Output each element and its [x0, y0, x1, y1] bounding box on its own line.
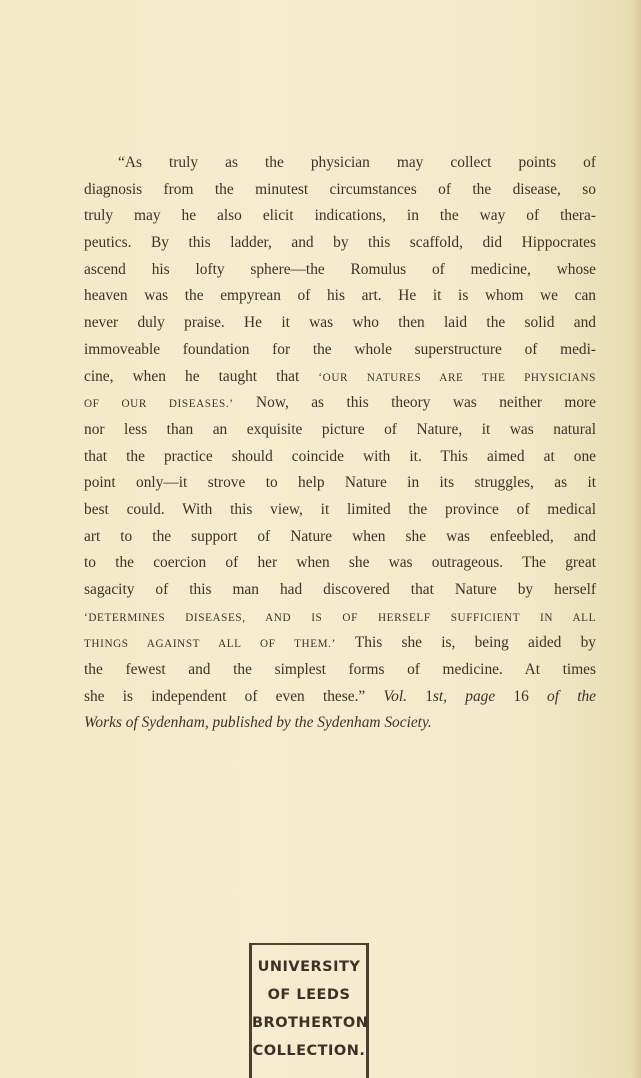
- text-run: This she is, being aided by: [335, 634, 596, 652]
- text-line: [84, 497, 596, 524]
- italic-text: of the: [547, 687, 596, 705]
- stamp-line: COLLECTION.: [252, 1043, 366, 1059]
- quotation-paragraph: [84, 150, 596, 737]
- text-run: cine, when he taught that: [84, 367, 319, 385]
- text-run: she is independent of even these.”: [84, 687, 384, 705]
- text-line: [84, 684, 596, 711]
- text-run: peutics. By this ladder, and by this scaffold, did Hippocrates: [84, 234, 596, 252]
- text-line: [84, 604, 596, 631]
- text-line: [84, 710, 596, 737]
- text-line: [84, 657, 596, 684]
- text-line: [84, 283, 596, 310]
- library-stamp: [249, 943, 369, 1078]
- text-line: [84, 364, 596, 391]
- text-line: [84, 230, 596, 257]
- text-run: diagnosis from the minutest circumstances of the disease, so: [84, 180, 596, 198]
- text-line: [84, 577, 596, 604]
- text-run: heaven was the empyrean of his art. He it is whom we can: [84, 287, 596, 305]
- italic-text: Vol.: [383, 687, 407, 705]
- text-line: [84, 550, 596, 577]
- text-line: [84, 470, 596, 497]
- small-caps-text: ‘DETERMINES DISEASES, AND IS OF HERSELF SUFFICIENT IN ALL: [84, 611, 596, 624]
- text-line: [84, 444, 596, 471]
- show-through-text: [140, 6, 560, 46]
- text-run: the fewest and the simplest forms of medicine. At times: [84, 661, 596, 679]
- text-run: 1: [407, 687, 433, 705]
- text-run: “As truly as the physician may collect points of: [118, 154, 596, 171]
- page-edge-shadow: [631, 0, 641, 1078]
- text-run: 16: [495, 687, 547, 705]
- small-caps-text: OF OUR DISEASES.’: [84, 398, 234, 411]
- text-line: [84, 177, 596, 204]
- text-line: [84, 417, 596, 444]
- italic-text: Works of Sydenham, published by the Sydenham Society.: [84, 714, 432, 732]
- stamp-line: UNIVERSITY: [257, 959, 361, 975]
- text-line: [84, 630, 596, 657]
- text-line: [84, 390, 596, 417]
- text-run: Now, as this theory was neither more: [233, 394, 596, 412]
- text-run: best could. With this view, it limited the province of medical: [84, 500, 596, 518]
- text-line: [84, 310, 596, 337]
- stamp-line: BROTHERTON: [252, 1015, 369, 1031]
- text-run: nor less than an exquisite picture of Nature, it was natural: [84, 420, 596, 438]
- text-run: sagacity of this man had discovered that Nature by herself: [84, 581, 596, 598]
- text-line: [84, 150, 596, 177]
- italic-text: st, page: [432, 687, 496, 705]
- text-run: never duly praise. He it was who then laid the solid and: [84, 314, 596, 332]
- text-run: art to the support of Nature when she was enfeebled, and: [84, 527, 596, 545]
- text-line: [84, 337, 596, 364]
- text-run: truly may he also elicit indications, in the way of thera-: [84, 207, 596, 225]
- text-run: ascend his lofty sphere—the Romulus of medicine, whose: [84, 260, 596, 278]
- text-line: [84, 524, 596, 551]
- text-run: to the coercion of her when she was outrageous. The great: [84, 554, 596, 572]
- text-run: that the practice should coincide with it. This aimed at one: [84, 447, 596, 465]
- stamp-line: OF LEEDS: [267, 987, 351, 1003]
- text-line: [84, 257, 596, 284]
- small-caps-text: ‘OUR NATURES ARE THE PHYSICIANS: [318, 371, 596, 384]
- text-line: [84, 203, 596, 230]
- text-run: immoveable foundation for the whole superstructure of medi-: [84, 340, 596, 358]
- text-run: point only—it strove to help Nature in its struggles, as it: [84, 474, 596, 492]
- small-caps-text: THINGS AGAINST ALL OF THEM.’: [84, 638, 336, 651]
